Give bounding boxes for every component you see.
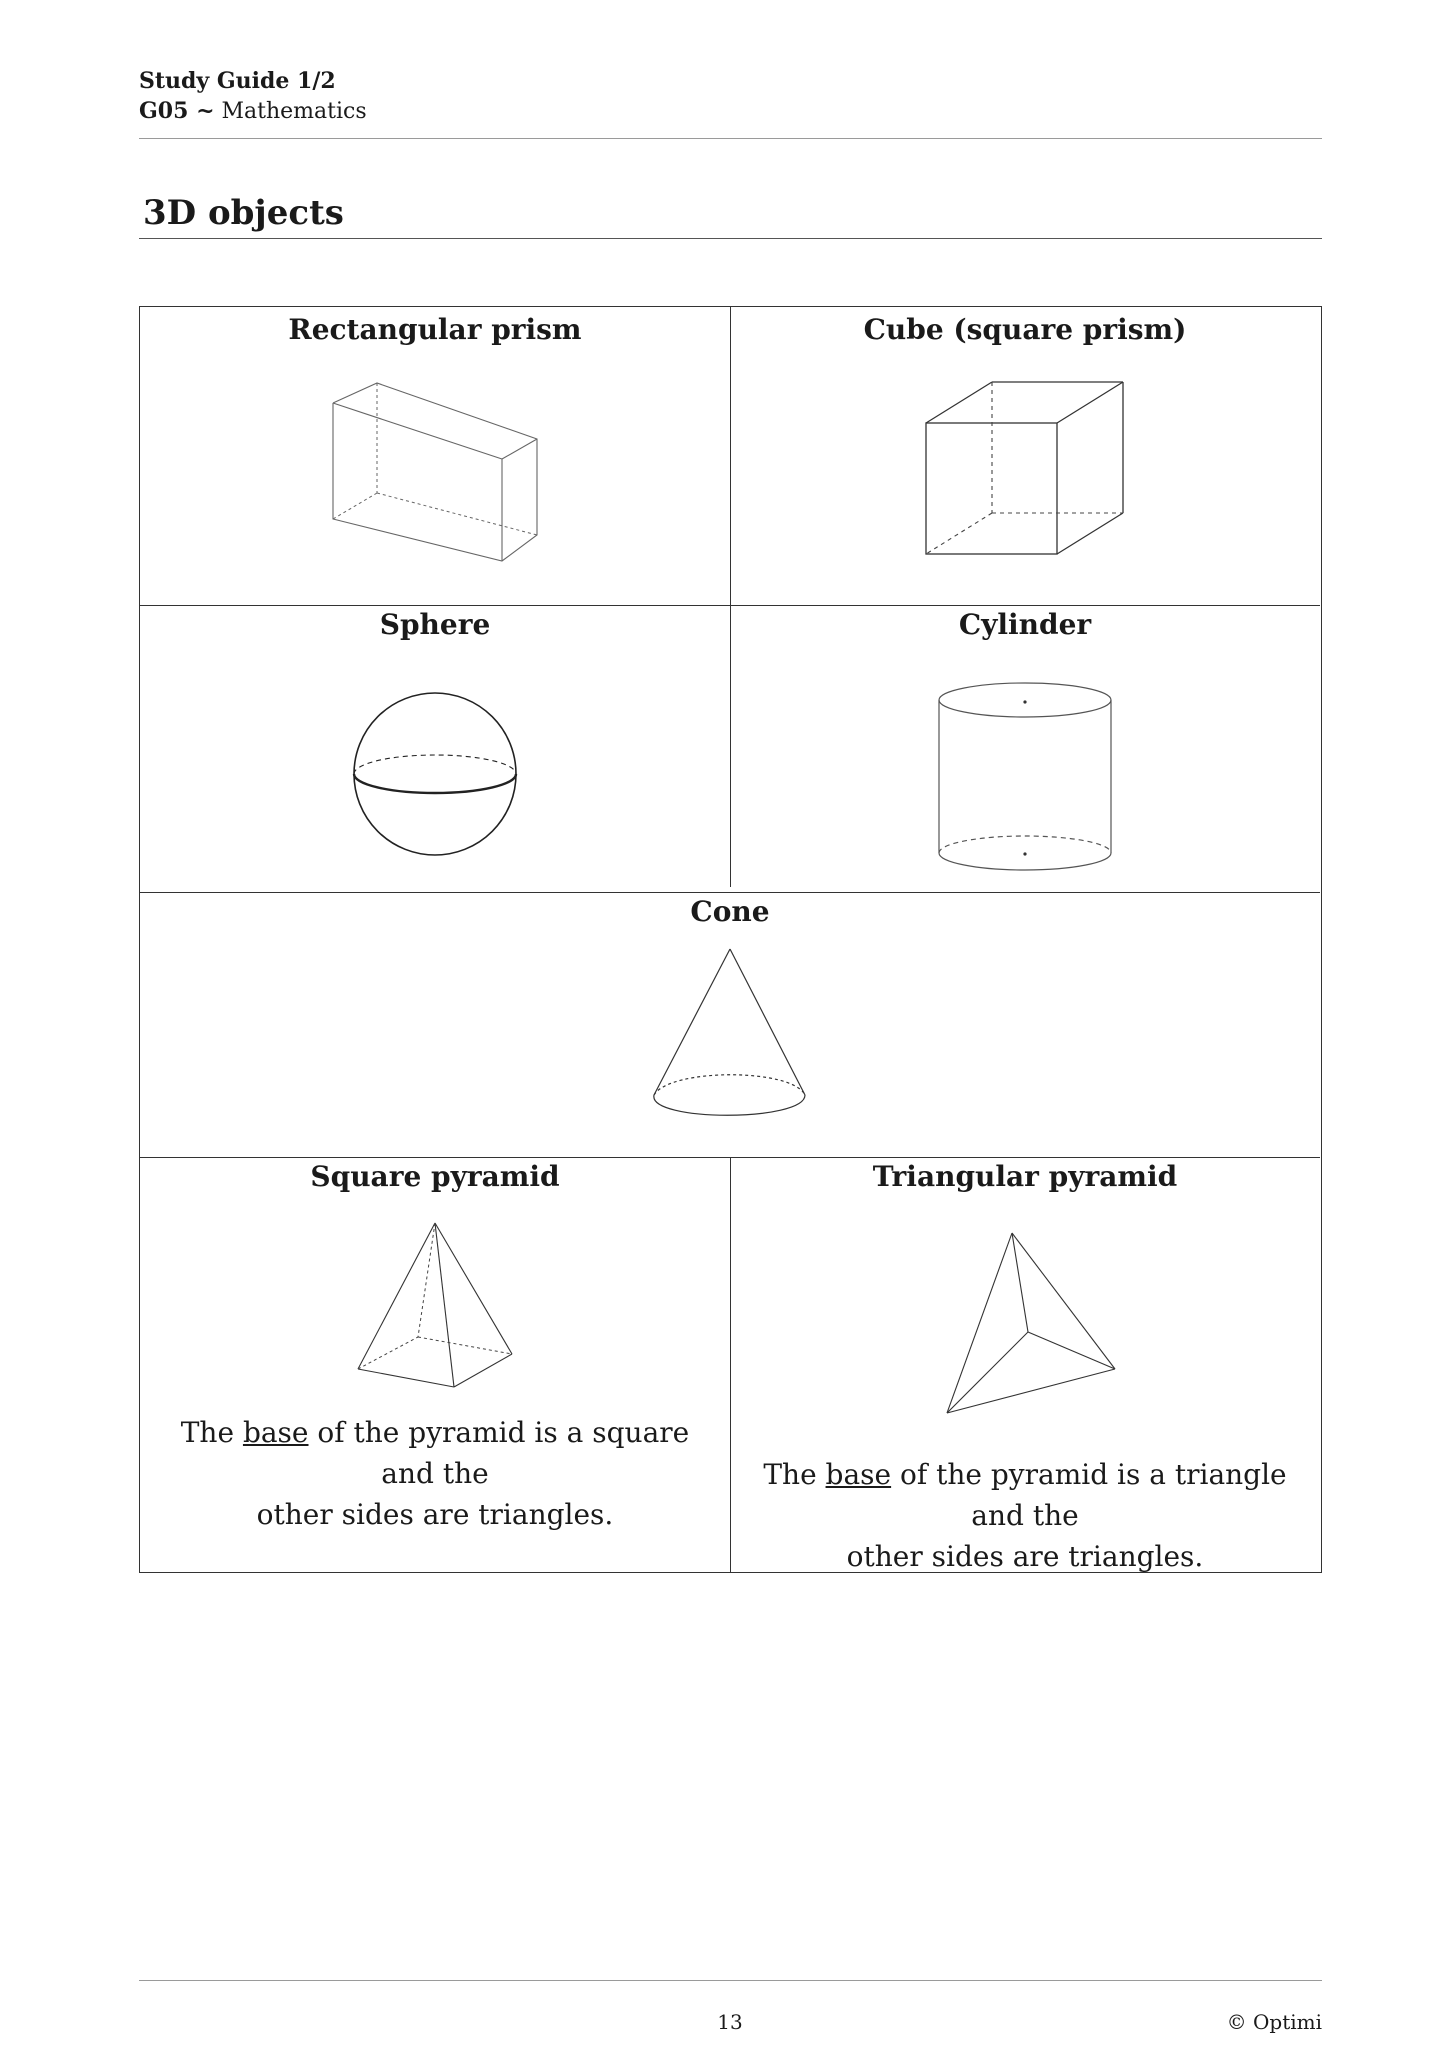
cube-title: Cube (square prism) bbox=[863, 313, 1187, 346]
grade-subject bbox=[139, 96, 367, 127]
copyright: © Optimi bbox=[1226, 2010, 1322, 2034]
cell-sphere bbox=[140, 605, 730, 892]
sphere-title: Sphere bbox=[379, 608, 491, 641]
square-pyramid-desc-line2: other sides are triangles. bbox=[256, 1498, 614, 1531]
cell-cylinder bbox=[730, 605, 1320, 892]
cylinder-icon bbox=[730, 605, 1320, 892]
page-header bbox=[139, 66, 367, 127]
rectangular-prism-icon bbox=[140, 307, 730, 605]
cell-cone bbox=[140, 892, 1320, 1157]
cell-triangular-pyramid bbox=[730, 1157, 1320, 1572]
cube-icon bbox=[730, 307, 1320, 605]
triangular-pyramid-desc-line1: The base of the pyramid is a triangle and the bbox=[763, 1458, 1287, 1532]
square-pyramid-desc-line1: The base of the pyramid is a square and the bbox=[180, 1416, 690, 1490]
footer-divider bbox=[139, 1980, 1322, 1981]
cell-square-pyramid bbox=[140, 1157, 730, 1572]
page-number: 13 bbox=[717, 2010, 743, 2034]
header-divider bbox=[139, 138, 1322, 139]
section-title-rule bbox=[139, 238, 1322, 239]
cylinder-title: Cylinder bbox=[958, 608, 1092, 641]
grade-code: G05 ~ bbox=[139, 98, 215, 124]
guide-title: Study Guide 1/2 bbox=[139, 68, 336, 94]
triangular-pyramid-desc-line2: other sides are triangles. bbox=[846, 1540, 1204, 1573]
rectangular-prism-title: Rectangular prism bbox=[288, 313, 582, 346]
base-term: base bbox=[242, 1416, 309, 1449]
triangular-pyramid-title: Triangular pyramid bbox=[872, 1160, 1178, 1193]
square-pyramid-title: Square pyramid bbox=[310, 1160, 560, 1193]
section-title: 3D objects bbox=[143, 193, 344, 233]
cell-rectangular-prism bbox=[140, 307, 730, 605]
sphere-icon bbox=[140, 605, 730, 892]
cone-title: Cone bbox=[690, 895, 770, 928]
square-pyramid-description bbox=[150, 1412, 720, 1535]
shapes-table bbox=[139, 306, 1322, 1573]
cone-icon bbox=[140, 892, 1320, 1157]
subject-name: Mathematics bbox=[221, 99, 367, 124]
base-term: base bbox=[825, 1458, 892, 1491]
cell-cube bbox=[730, 307, 1320, 605]
triangular-pyramid-description bbox=[740, 1454, 1310, 1577]
